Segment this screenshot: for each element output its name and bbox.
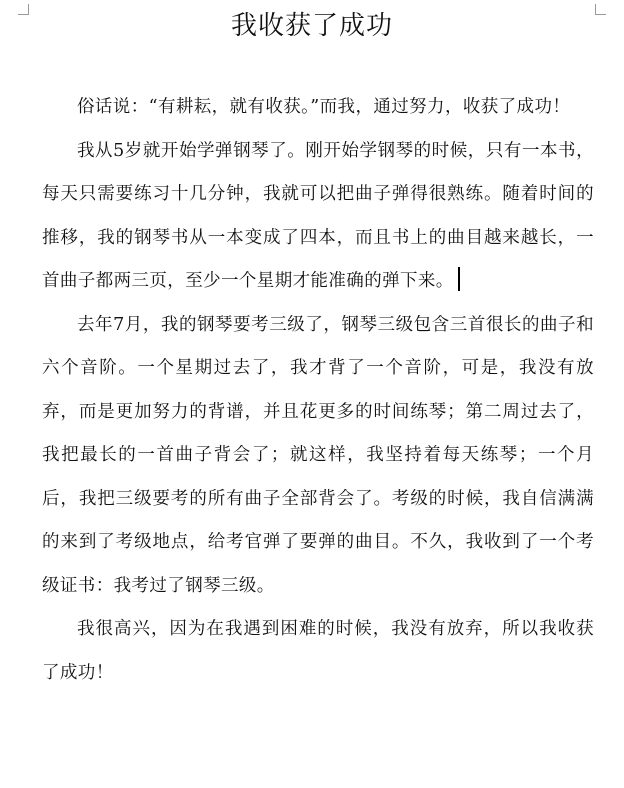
paragraph-exam-preparation[interactable]: 去年7月，我的钢琴要考三级了，钢琴三级包含三首很长的曲子和六个音阶。一个星期过去了，我才背了一个音阶，可是，我没有放弃，而是更加努力的背谱，并且花更多的时间练琴；第二周过去了，我把最长的一首曲子背会了；就这样，我坚持着每天练琴；一个月后，我把三级要考的所有曲子全部背会了。考级的时候，我自信满满的来到了考级地点，给考官弹了要弹的曲目。不久，我收到了一个考级证书：我考过了钢琴三级。 bbox=[42, 314, 594, 596]
document-body[interactable] bbox=[42, 86, 594, 695]
paragraph-learning-piano-text: 我从5岁就开始学弹钢琴了。刚开始学钢琴的时候，只有一本书，每天只需要练习十几分钟，我就可以把曲子弹得很熟练。随着时间的推移，我的钢琴书从一本变成了四本，而且书上的曲目越来越长，一首曲子都两三页，至少一个星期才能准确的弹下来。 bbox=[42, 140, 594, 291]
paragraph-intro[interactable]: 俗话说：“有耕耘，就有收获。”而我，通过努力，收获了成功！ bbox=[77, 97, 571, 117]
paragraph-learning-piano[interactable] bbox=[42, 130, 594, 304]
text-cursor bbox=[458, 267, 460, 291]
document-title[interactable]: 我收获了成功 bbox=[230, 11, 393, 41]
paragraph-conclusion[interactable]: 我很高兴，因为在我遇到困难的时候，我没有放弃，所以我收获了成功！ bbox=[42, 619, 594, 683]
